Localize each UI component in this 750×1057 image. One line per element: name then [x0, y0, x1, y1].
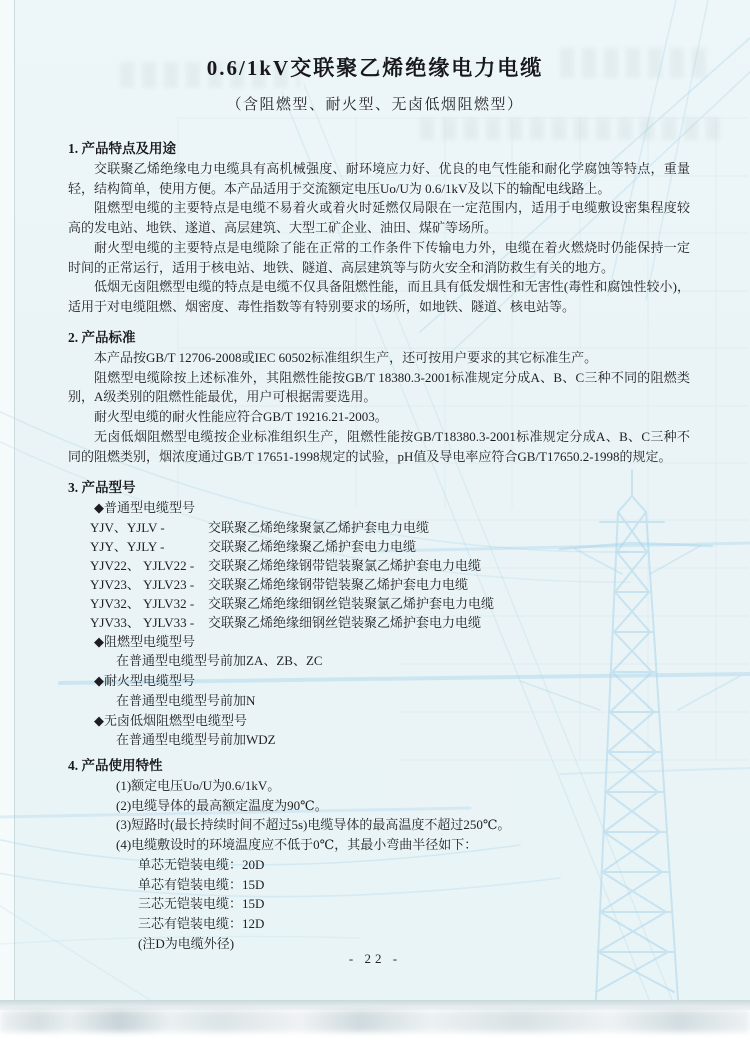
model-description: 交联聚乙烯绝缘钢带铠装聚氯乙烯护套电力电缆 — [208, 557, 482, 573]
model-code: YJV22、 YJLV22 - — [90, 557, 195, 573]
bend-radius-note: (注D为电缆外径) — [138, 935, 235, 951]
section2-paragraph: 无卤低烟阻燃型电缆按企业标准组织生产，阻燃性能按GB/T18380.3-2001标准规定分成A、B、C三种不同的阻燃类别，烟浓度通过GB/T 17651-1998规定的试验，pH值及导电率应符合GB/T17650.2-1998的规定。 — [68, 428, 690, 464]
model-description: 交联聚乙烯绝缘细钢丝铠装聚乙烯护套电力电缆 — [208, 614, 482, 630]
model-row — [68, 575, 690, 594]
model-code: YJV32、 YJLV32 - — [90, 595, 195, 611]
section1-paragraph: 耐火型电缆的主要特点是电缆除了能在正常的工作条件下传输电力外，电缆在着火燃烧时仍能保持一定时间的正常运行，适用于核电站、地铁、隧道、高层建筑等与防火安全和消防救生有关的地方。 — [68, 239, 690, 275]
section1-paragraph: 阻燃型电缆的主要特点是电缆不易着火或着火时延燃仅局限在一定范围内，适用于电缆敷设密集程度较高的发电站、地铁、遂道、高层建筑、大型工矿企业、油田、煤矿等场所。 — [68, 200, 690, 236]
section2-paragraph: 本产品按GB/T 12706-2008或IEC 60502标准组织生产，还可按用户要求的其它标准生产。 — [94, 350, 598, 365]
bullet-normal-type-label: ◆普通型电缆型号 — [94, 500, 195, 515]
bend-radius-item: 三芯有铠装电缆：12D — [138, 915, 265, 931]
section3-heading: 3. 产品型号 — [68, 480, 136, 495]
showthrough-smudge — [420, 118, 720, 140]
page-bottom-edge — [0, 1000, 750, 1010]
page-left-edge — [0, 0, 15, 1002]
section-features-and-uses — [68, 138, 690, 317]
usage-item: (2)电缆导体的最高额定温度为90℃。 — [116, 797, 328, 813]
lszh-note: 在普通型电缆型号前加WDZ — [116, 732, 276, 748]
model-code: YJY、YJLY - — [90, 538, 165, 554]
bend-radius-item: 三芯无铠装电缆：15D — [138, 896, 265, 912]
section4-heading: 4. 产品使用特性 — [68, 758, 163, 773]
section-product-standards — [68, 327, 690, 466]
page-subtitle: （含阻燃型、耐火型、无卤低烟阻燃型） — [226, 97, 524, 113]
model-description: 交联聚乙烯绝缘聚乙烯护套电力电缆 — [208, 538, 417, 554]
bullet-fire-resistant-label: ◆耐火型电缆型号 — [94, 673, 195, 689]
section-usage-characteristics — [68, 755, 690, 953]
section1-paragraph: 交联聚乙烯绝缘电力电缆具有高机械强度、耐环境应力好、优良的电气性能和耐化学腐蚀等特点，重量轻，结构简单，使用方便。本产品适用于交流额定电压Uo/U为 0.6/1kV及以下的输配电线路上。 — [68, 161, 690, 196]
section2-heading: 2. 产品标准 — [68, 330, 136, 345]
section2-paragraph: 耐火型电缆的耐火性能应符合GB/T 19216.21-2003。 — [94, 409, 388, 425]
model-description: 交联聚乙烯绝缘细钢丝铠装聚氯乙烯护套电力电缆 — [208, 595, 495, 611]
flame-retardant-note: 在普通型电缆型号前加ZA、ZB、ZC — [116, 653, 323, 669]
model-code: YJV23、 YJLV23 - — [90, 576, 195, 592]
fire-resistant-note: 在普通型电缆型号前加N — [116, 692, 256, 708]
section1-heading: 1. 产品特点及用途 — [68, 141, 176, 156]
bullet-flame-retardant-label: ◆阻燃型电缆型号 — [94, 633, 195, 649]
model-code: YJV33、 YJLV33 - — [90, 614, 195, 630]
model-code: YJV、YJLV - — [90, 519, 165, 535]
model-row — [68, 518, 690, 537]
model-row — [68, 556, 690, 575]
usage-item: (3)短路时(最长持续时间不超过5s)电缆导体的最高温度不超过250℃。 — [116, 817, 511, 833]
model-row — [68, 594, 690, 613]
section-product-models — [68, 477, 690, 750]
usage-item: (4)电缆敷设时的环境温度应不低于0℃，其最小弯曲半径如下： — [116, 837, 478, 853]
bullet-lszh-label: ◆无卤低烟阻燃型电缆型号 — [94, 712, 247, 728]
model-row — [68, 537, 690, 556]
model-description: 交联聚乙烯绝缘钢带铠装聚乙烯护套电力电缆 — [208, 576, 469, 592]
model-row — [68, 613, 690, 632]
section2-paragraph: 阻燃型电缆除按上述标准外，其阻燃性能按GB/T 18380.3-2001标准规定分成A、B、C三种不同的阻燃类别，A级类别的阻燃性能最优，用户可根据需要选用。 — [68, 369, 690, 405]
scanner-bed-band — [0, 1010, 750, 1032]
usage-item: (1)额定电压Uo/U为0.6/1kV。 — [116, 778, 281, 793]
bend-radius-item: 单芯无铠装电缆：20D — [138, 856, 265, 872]
section1-paragraph: 低烟无卤阻燃型电缆的特点是电缆不仅具备阻燃性能，而且具有低发烟性和无害性(毒性和腐蚀性较小)，适用于对电缆阻燃、烟密度、毒性指数等有特别要求的场所，如地铁、隧道、核电站等。 — [68, 279, 690, 314]
page-title: 0.6/1kV交联聚乙烯绝缘电力电缆 — [206, 56, 544, 80]
model-description: 交联聚乙烯绝缘聚氯乙烯护套电力电缆 — [208, 519, 430, 535]
page-number: - 22 - — [348, 951, 402, 966]
bend-radius-item: 单芯有铠装电缆：15D — [138, 876, 265, 892]
